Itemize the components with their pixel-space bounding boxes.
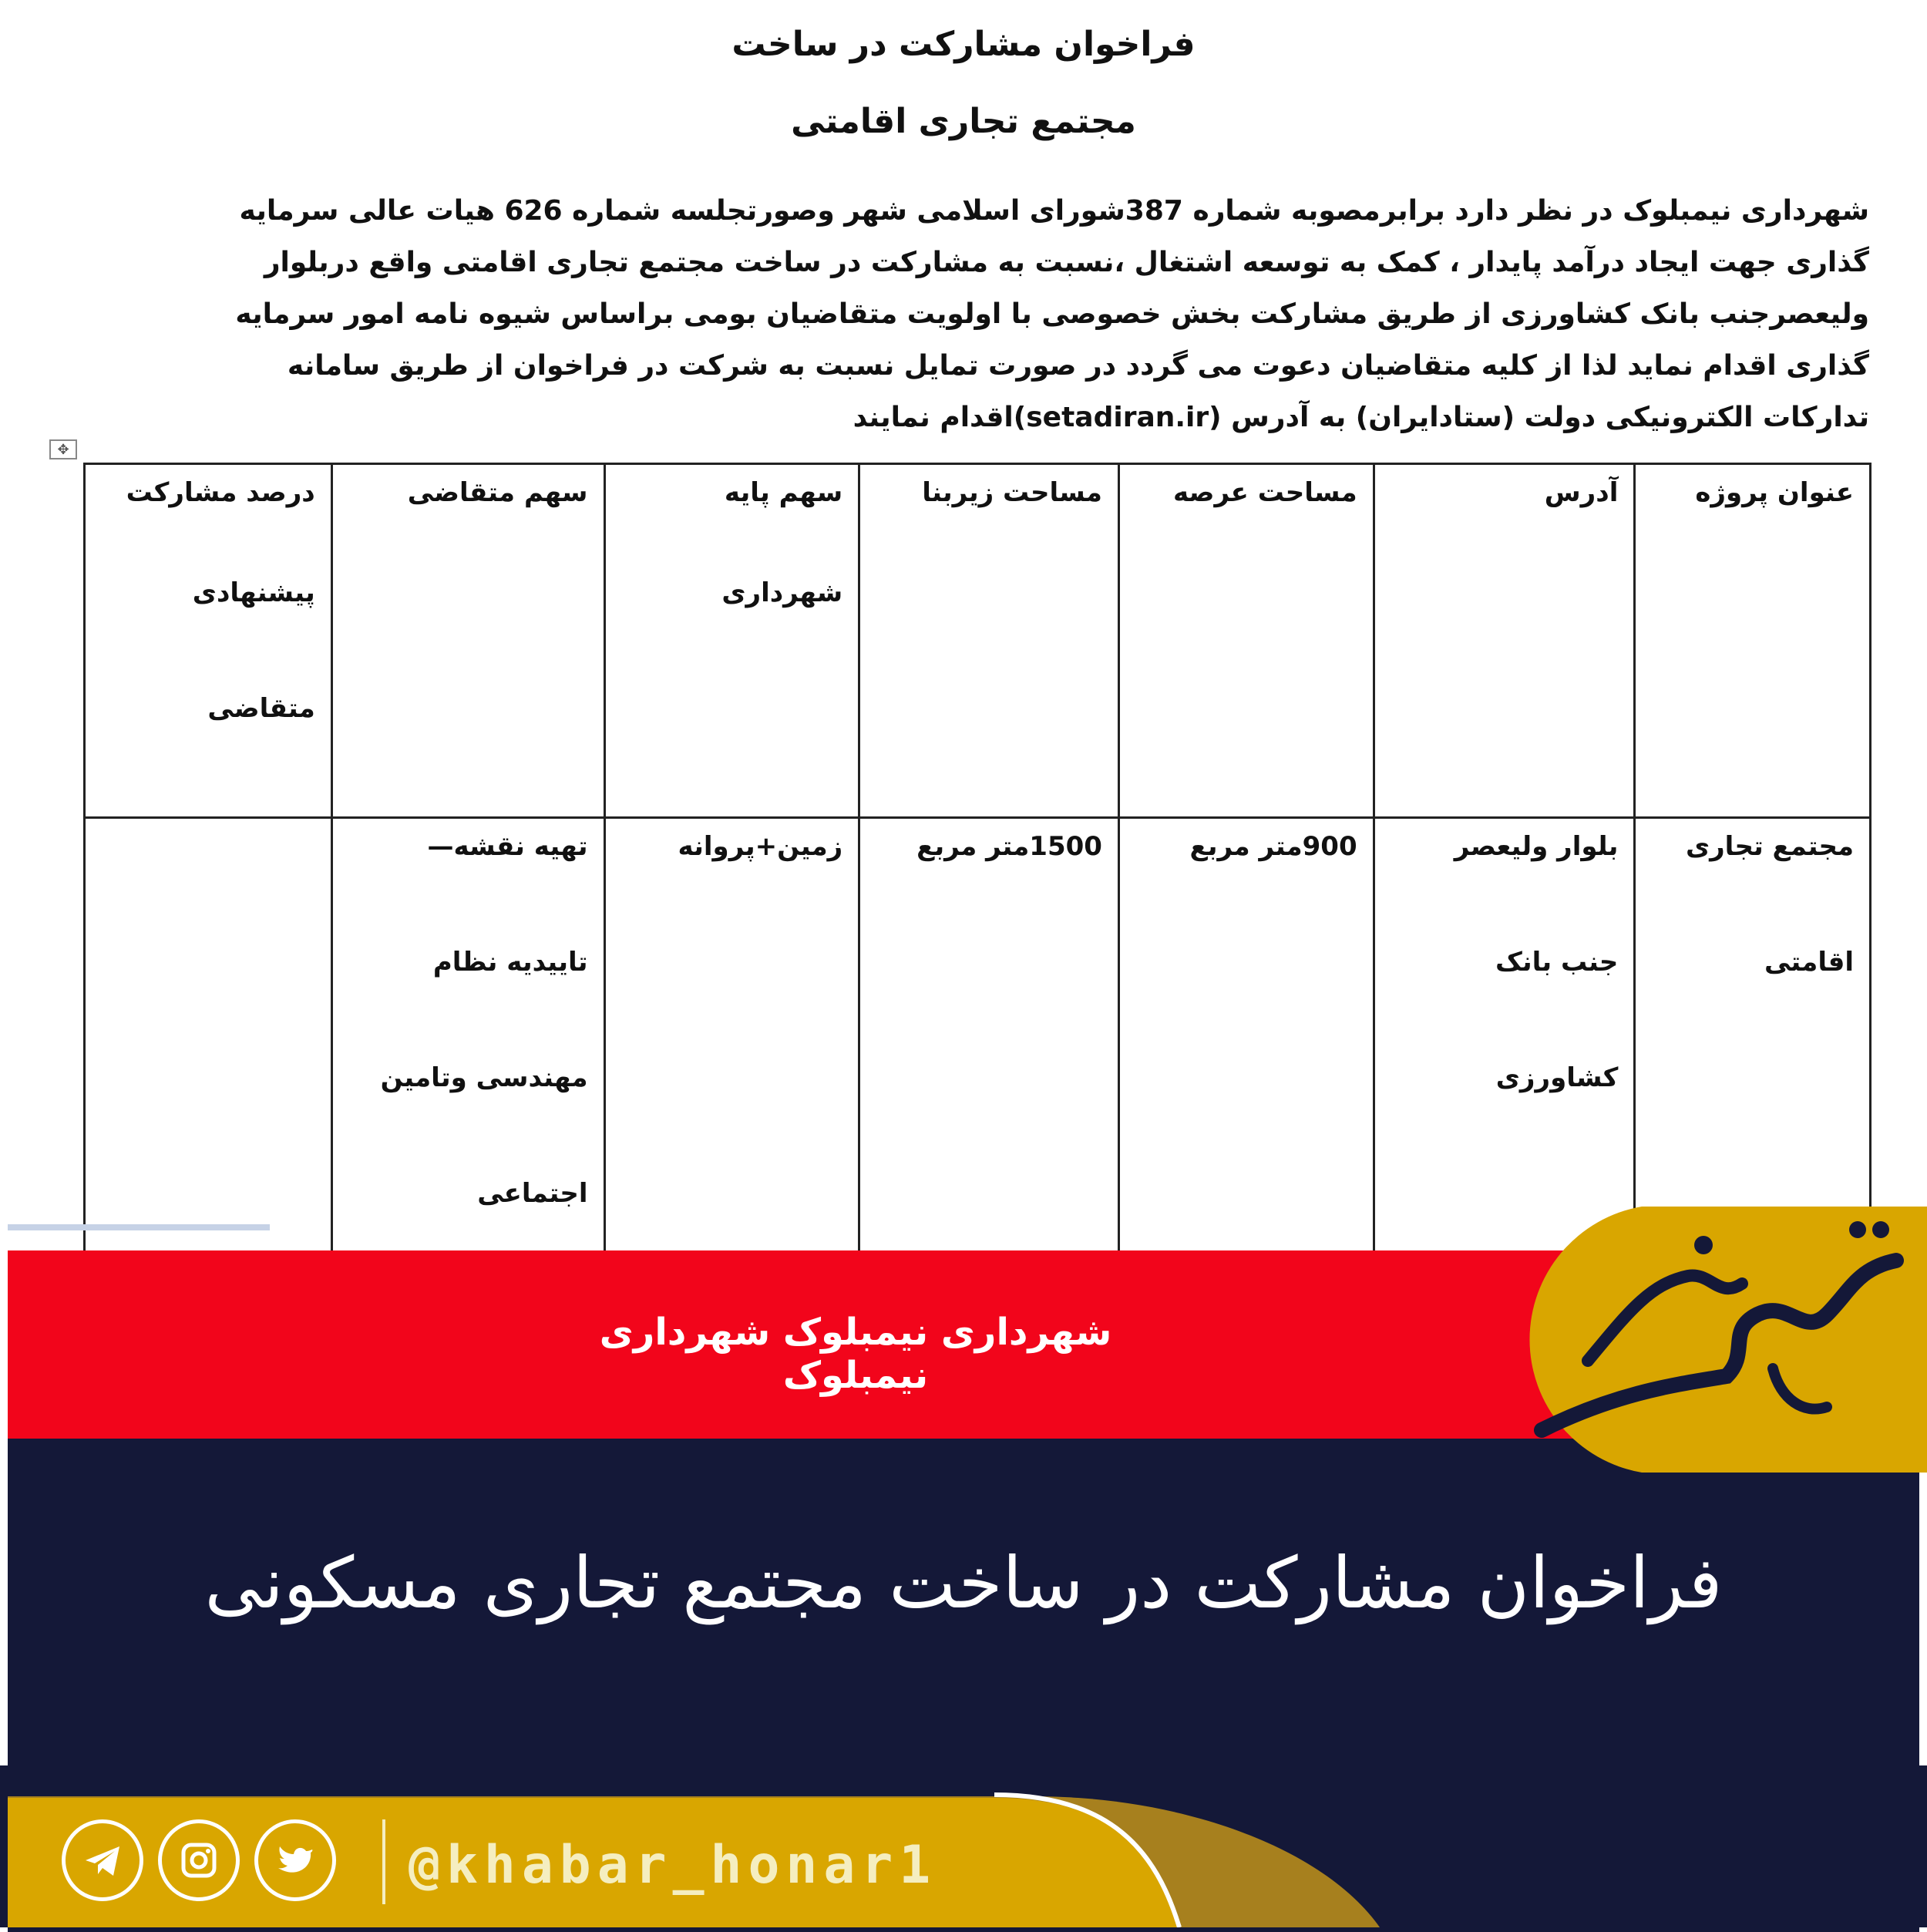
document-title: فراخوان مشارکت در ساخت [731, 25, 1196, 64]
news-logo [1495, 1199, 1927, 1476]
paragraph-line: گذاری اقدام نماید لذا از کلیه متقاضیان دعوت می گردد در صورت تمایل نسبت به شرکت در فراخوان از طریق سامانه [287, 350, 1869, 382]
cell-project-title: مجتمع تجاری اقامتی [1635, 818, 1871, 1294]
instagram-icon[interactable] [158, 1819, 240, 1901]
paragraph-line: ولیعصرجنب بانک کشاورزی از طریق مشارکت بخش خصوصی با اولویت متقاضیان بومی براساس شیوه نامه امور سرمایه [235, 298, 1869, 330]
document-subtitle: مجتمع تجاری اقامتی [791, 102, 1136, 141]
social-handle[interactable]: @khabar_honar1 [409, 1835, 937, 1896]
header-base-share: سهم پایه شهرداری [604, 464, 859, 818]
project-table [83, 463, 1872, 1294]
logo-badge [1529, 1207, 1927, 1473]
telegram-icon[interactable] [62, 1819, 143, 1901]
cell-participation [85, 818, 332, 1294]
header-project-title: عنوان پروژه [1635, 464, 1871, 818]
header-land-area: مساحت عرصه [1118, 464, 1374, 818]
cell-built-area: 1500متر مربع [859, 818, 1119, 1294]
paragraph-line: شهرداری نیمبلوک در نظر دارد برابرمصوبه شماره 387شورای اسلامی شهر وصورتجلسه شماره 626 هیات عالی سرمایه [239, 195, 1869, 227]
header-built-area: مساحت زیربنا [859, 464, 1119, 818]
header-address: آدرس [1374, 464, 1635, 818]
cell-land-area: 900متر مربع [1118, 818, 1374, 1294]
paragraph-line: گذاری جهت ایجاد درآمد پایدار ، کمک به توسعه اشتغال ،نسبت به مشارکت در ساخت مجتمع تجاری اقامتی واقع دربلوار [264, 247, 1869, 278]
header-applicant-share: سهم متقاضی [331, 464, 604, 818]
divider-line [8, 1224, 270, 1230]
paragraph-line: تدارکات الکترونیکی دولت (ستادایران) به آدرس (setadiran.ir)اقدام نمایند [853, 402, 1869, 433]
header-participation: درصد مشارکت پیشنهادی متقاضی [85, 464, 332, 818]
banner-caption: شهرداری نیمبلوک شهرداری نیمبلوک [599, 1311, 1112, 1397]
table-move-handle-icon[interactable]: ✥ [49, 439, 77, 459]
twitter-icon[interactable] [254, 1819, 336, 1901]
logo-dot [1872, 1221, 1889, 1238]
footer-separator [382, 1819, 385, 1904]
table-header-row [85, 464, 1871, 818]
logo-dot [1849, 1221, 1866, 1238]
headline-text: فراخوان مشارکت در ساخت مجتمع تجاری مسکونی [204, 1542, 1723, 1624]
cell-base-share: زمین+پروانه [604, 818, 859, 1294]
logo-dot [1694, 1236, 1713, 1254]
cell-applicant-share: تهیه نقشه— تاییدیه نظام مهندسی وتامین اجتماعی [331, 818, 604, 1294]
cell-address: بلوار ولیعصر جنب بانک کشاورزی [1374, 818, 1635, 1294]
